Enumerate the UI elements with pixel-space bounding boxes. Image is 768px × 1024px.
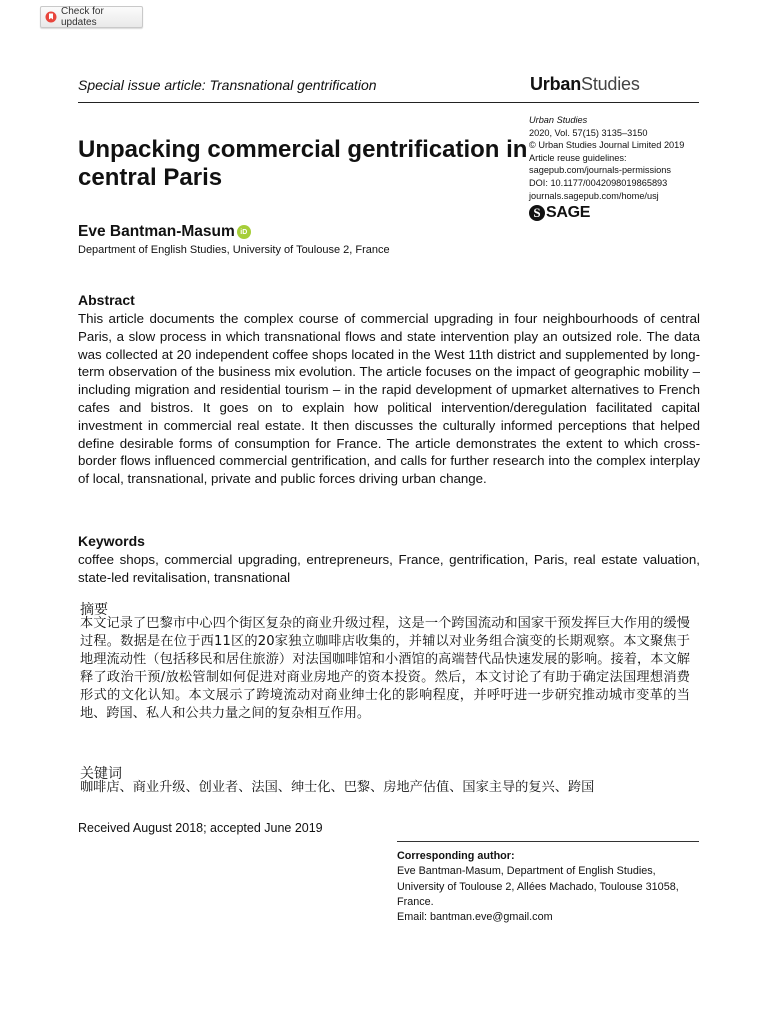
reuse-link[interactable]: sagepub.com/journals-permissions (529, 165, 671, 176)
received-dates: Received August 2018; accepted June 2019 (78, 821, 323, 835)
sage-s-icon: S (529, 205, 545, 221)
correspondence-label: Corresponding author: (397, 850, 515, 862)
journal-name: Urban Studies (529, 115, 588, 125)
check-for-updates-label: Check for updates (60, 6, 104, 28)
copyright: © Urban Studies Journal Limited 2019 (529, 140, 685, 151)
journal-logo (530, 74, 640, 95)
chinese-abstract-heading: 摘要 (80, 602, 108, 618)
doi-link[interactable]: DOI: 10.1177/0042098019865893 (529, 177, 668, 188)
correspondence-rule (397, 841, 699, 842)
correspondence-line-3: France. (397, 895, 434, 908)
chinese-keywords-text: 咖啡店、商业升级、创业者、法国、绅士化、巴黎、房地产估值、国家主导的复兴、跨国 (80, 780, 595, 795)
sage-logo-text: SAGE (546, 204, 591, 221)
abstract-text: This article documents the complex course of commercial upgrading in four neighbourhoods of central Paris, a slow process in which transnational flows and state intervention play an outsized role. The data was collected at 20 independent coffee shops located in the West 11th district and supplemented by long-term observation of the business mix evolution. The article focuses on the impact of geographic mobility – including migration and residential tourism – in the rapid development of upmarket alternatives to French cafes and bistros. It goes on to explain how political intervention/deregulation facilitated capital investment in commercial real estate. It then discusses the culturally informed perceptions that helped define desirable forms of consumption for France. The article demonstrates the extent to which cross-border flows influenced commercial gentrification, and calls for further research into the complex interplay of local, transnational, private and public forces driving urban change. (78, 311, 700, 487)
volume-info: 2020, Vol. 57(15) 3135–3150 (529, 127, 648, 138)
correspondence-line-1: Eve Bantman-Masum, Department of English Studies, (397, 865, 656, 878)
correspondence-email[interactable]: Email: bantman.eve@gmail.com (397, 911, 553, 924)
author-line (78, 223, 251, 241)
update-badge-icon (45, 11, 57, 23)
check-for-updates-button[interactable] (40, 6, 143, 28)
chinese-keywords-heading: 关键词 (80, 766, 122, 782)
reuse-label: Article reuse guidelines: (529, 152, 627, 163)
journal-logo-bold: Urban (530, 74, 582, 94)
abstract-heading: Abstract (78, 292, 135, 308)
header-rule (78, 102, 699, 103)
correspondence-block (397, 849, 702, 925)
correspondence-line-2: University of Toulouse 2, Allées Machado, Toulouse 31058, (397, 880, 679, 893)
author-affiliation: Department of English Studies, University of Toulouse 2, France (78, 244, 390, 256)
article-section-label: Special issue article: Transnational gentrification (78, 77, 377, 93)
journal-home-link[interactable]: journals.sagepub.com/home/usj (529, 190, 659, 201)
article-title: Unpacking commercial gentrification in central Paris (78, 136, 528, 191)
journal-logo-light: Studies (581, 74, 640, 94)
author-name: Eve Bantman-Masum (78, 223, 235, 240)
sage-logo (529, 203, 590, 223)
article-metadata (529, 114, 704, 202)
orcid-icon[interactable]: iD (237, 225, 251, 239)
keywords-text: coffee shops, commercial upgrading, entrepreneurs, France, gentrification, Paris, real estate valuation, state-led revitalisation, transnational (78, 552, 700, 585)
chinese-abstract-text: 本文记录了巴黎市中心四个街区复杂的商业升级过程，这是一个跨国流动和国家干预发挥巨大作用的缓慢过程。数据是在位于西11区的20家独立咖啡店收集的，并辅以对业务组合演变的长期观察。本文聚焦于地理流动性（包括移民和居住旅游）对法国咖啡馆和小酒馆的高端替代品快速发展的影响。接着，本文解释了政治干预/放松管制如何促进对商业房地产的资本投资。然后，本文讨论了有助于确定法国理想消费形式的文化认知。本文展示了跨境流动对商业绅士化的影响程度，并呼吁进一步研究推动城市变革的当地、跨国、私人和公共力量之间的复杂相互作用。 (80, 616, 690, 721)
keywords-heading: Keywords (78, 533, 145, 549)
